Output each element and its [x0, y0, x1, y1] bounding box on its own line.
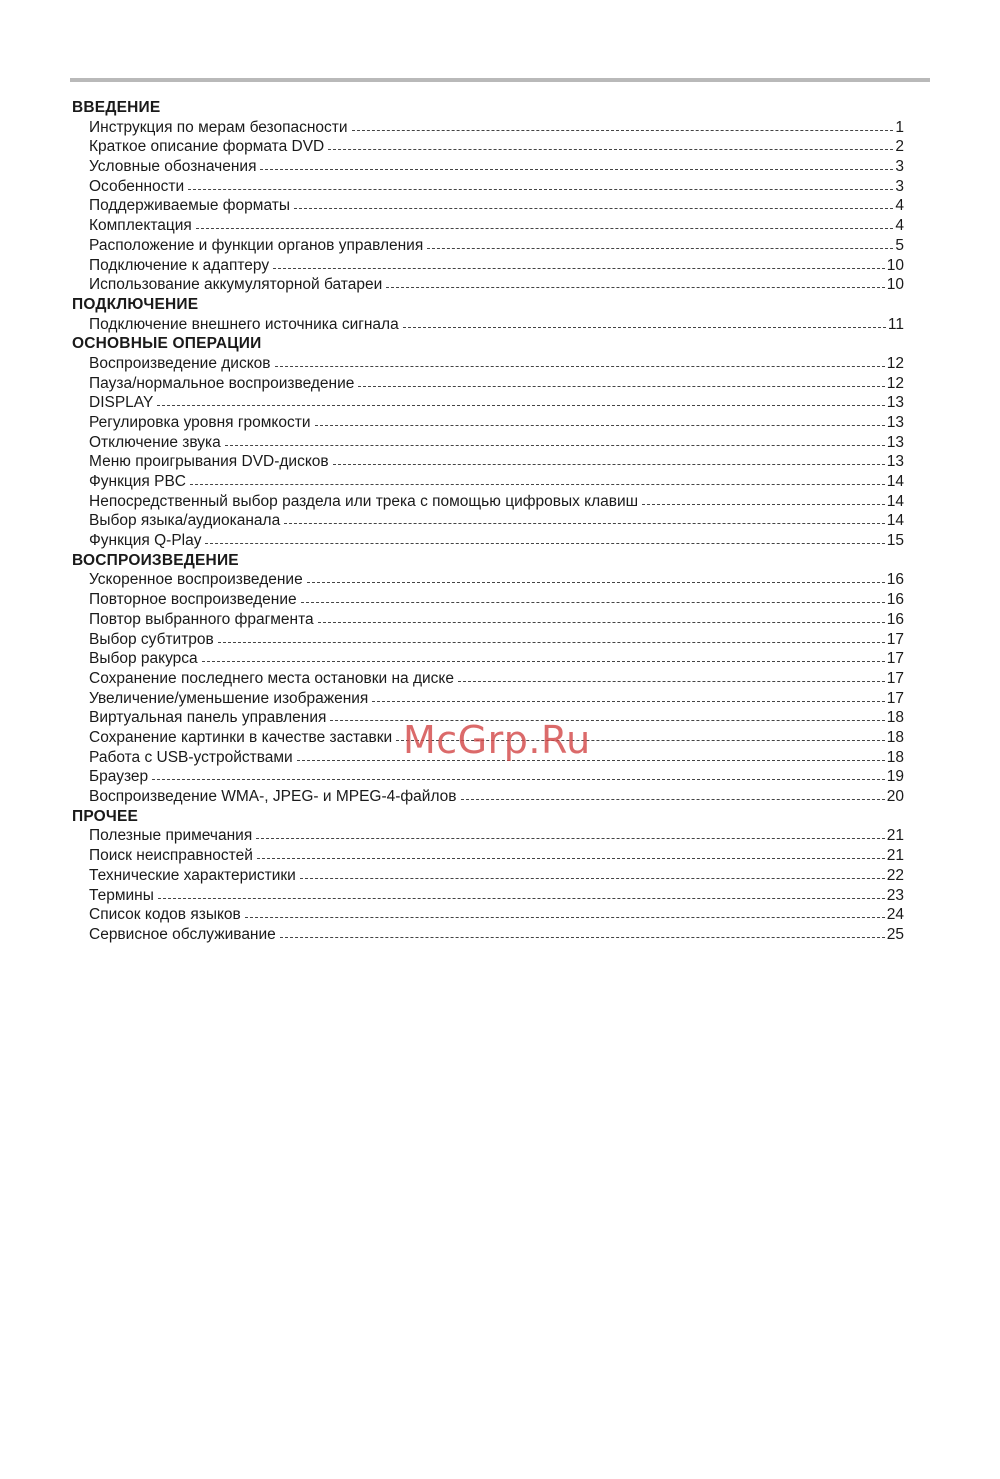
entry-label: Инструкция по мерам безопасности: [89, 118, 348, 136]
dotted-leader: [158, 898, 885, 899]
entry-label: Повтор выбранного фрагмента: [89, 610, 314, 628]
page-number: 4: [895, 217, 904, 235]
page-number: 13: [886, 413, 904, 431]
dotted-leader: [260, 169, 893, 170]
entry-label: Термины: [89, 886, 154, 904]
entry-label: Подключение внешнего источника сигнала: [89, 315, 399, 333]
entry-label: DISPLAY: [89, 394, 154, 412]
page-number: 10: [886, 276, 904, 294]
page-number: 5: [895, 236, 904, 254]
dotted-leader: [642, 504, 885, 505]
page-number: 21: [886, 827, 904, 845]
dotted-leader: [273, 268, 885, 269]
toc-entry[interactable]: [72, 905, 904, 925]
toc-section: [72, 295, 904, 334]
entry-label: Комплектация: [89, 217, 192, 235]
top-rule: [70, 78, 930, 82]
toc-entry[interactable]: [72, 118, 904, 138]
entry-label: Работа с USB-устройствами: [89, 748, 293, 766]
toc-entry[interactable]: [72, 630, 904, 650]
dotted-leader: [294, 208, 893, 209]
entry-label: Увеличение/уменьшение изображения: [89, 689, 369, 707]
entry-label: Подключение к адаптеру: [89, 256, 270, 274]
page-number: 12: [886, 374, 904, 392]
dotted-leader: [275, 366, 885, 367]
dotted-leader: [256, 838, 885, 839]
entry-label: Расположение и функции органов управления: [89, 236, 424, 254]
dotted-leader: [157, 405, 884, 406]
toc-entry[interactable]: [72, 925, 904, 945]
dotted-leader: [372, 701, 884, 702]
dotted-leader: [386, 287, 885, 288]
entry-label: Отключение звука: [89, 433, 221, 451]
dotted-leader: [352, 130, 894, 131]
entry-label: Функция PBC: [89, 473, 186, 491]
page-number: 14: [886, 492, 904, 510]
section-title: ВОСПРОИЗВЕДЕНИЕ: [72, 551, 239, 569]
dotted-leader: [333, 464, 885, 465]
toc-entry[interactable]: [72, 570, 904, 590]
entry-label: Список кодов языков: [89, 906, 241, 924]
page-number: 17: [886, 630, 904, 648]
entry-label: Выбор языка/аудиоканала: [89, 512, 281, 530]
page-number: 11: [887, 315, 904, 333]
entry-label: Сохранение последнего места остановки на диске: [89, 669, 454, 687]
page-number: 12: [886, 354, 904, 372]
dotted-leader: [403, 327, 886, 328]
entry-label: Воспроизведение WMA-, JPEG- и MPEG-4-файлов: [89, 788, 457, 806]
dotted-leader: [307, 582, 885, 583]
entry-label: Особенности: [89, 177, 185, 195]
watermark-logo: McGrp.Ru: [403, 718, 591, 762]
page-number: 13: [886, 453, 904, 471]
page-number: 1: [895, 118, 904, 136]
page-number: 24: [886, 906, 904, 924]
toc-entry[interactable]: [72, 315, 904, 335]
section-title: ПРОЧЕЕ: [72, 807, 139, 825]
toc-entry[interactable]: [72, 669, 904, 689]
page-number: 4: [895, 197, 904, 215]
entry-label: Сохранение картинки в качестве заставки: [89, 729, 393, 747]
entry-label: Регулировка уровня громкости: [89, 413, 311, 431]
section-title: ВВЕДЕНИЕ: [72, 99, 161, 116]
dotted-leader: [318, 622, 885, 623]
entry-label: Сервисное обслуживание: [89, 925, 276, 943]
toc-entry[interactable]: [72, 374, 904, 394]
page-number: 3: [895, 158, 904, 175]
toc-entry[interactable]: [72, 866, 904, 886]
toc-entry[interactable]: [72, 137, 904, 157]
dotted-leader: [190, 484, 885, 485]
page-number: 16: [886, 571, 904, 589]
entry-label: Непосредственный выбор раздела или трека с помощью цифровых клавиш: [89, 492, 639, 510]
section-title: ПОДКЛЮЧЕНИЕ: [72, 295, 199, 313]
toc-section: [72, 551, 904, 807]
entry-label: Меню проигрывания DVD-дисков: [89, 453, 329, 471]
page-number: 23: [886, 886, 904, 904]
dotted-leader: [245, 917, 885, 918]
page-number: 18: [886, 709, 904, 727]
dotted-leader: [225, 445, 885, 446]
entry-label: Использование аккумуляторной батареи: [89, 276, 383, 294]
toc-entry[interactable]: [72, 413, 904, 433]
dotted-leader: [280, 937, 885, 938]
toc-entry[interactable]: [72, 492, 904, 512]
toc-entry[interactable]: [72, 511, 904, 531]
page-number: 17: [886, 689, 904, 707]
dotted-leader: [196, 228, 894, 229]
dotted-leader: [300, 878, 885, 879]
page-number: 16: [886, 610, 904, 628]
section-title: ОСНОВНЫЕ ОПЕРАЦИИ: [72, 335, 262, 353]
page-number: 16: [886, 591, 904, 609]
dotted-leader: [301, 602, 885, 603]
entry-label: Браузер: [89, 768, 149, 786]
page-number: 2: [895, 138, 904, 156]
toc-entry[interactable]: [72, 452, 904, 472]
page-number: 25: [886, 925, 904, 943]
toc-section: [72, 334, 904, 551]
entry-label: Повторное воспроизведение: [89, 591, 297, 609]
page-number: 10: [886, 256, 904, 274]
entry-label: Пауза/нормальное воспроизведение: [89, 374, 355, 392]
toc-entry[interactable]: [72, 689, 904, 709]
entry-label: Виртуальная панель управления: [89, 709, 327, 727]
toc-entry[interactable]: [72, 767, 904, 787]
dotted-leader: [315, 425, 885, 426]
toc-entry[interactable]: [72, 472, 904, 492]
dotted-leader: [218, 642, 885, 643]
dotted-leader: [257, 858, 885, 859]
toc-entry[interactable]: [72, 433, 904, 453]
page-number: 14: [886, 473, 904, 491]
toc-entry[interactable]: [72, 649, 904, 669]
toc-entry[interactable]: [72, 531, 904, 551]
entry-label: Поддерживаемые форматы: [89, 197, 290, 215]
dotted-leader: [152, 779, 885, 780]
page-number: 17: [886, 669, 904, 687]
entry-label: Полезные примечания: [89, 827, 253, 845]
page-number: 20: [886, 788, 904, 806]
page-number: 14: [886, 512, 904, 530]
page-number: 17: [886, 650, 904, 668]
dotted-leader: [458, 681, 885, 682]
page-number: 19: [886, 768, 904, 786]
toc-entry[interactable]: [72, 157, 904, 177]
toc-section: [72, 807, 904, 945]
toc-entry[interactable]: [72, 196, 904, 216]
entry-label: Технические характеристики: [89, 866, 296, 884]
toc-entry[interactable]: [72, 610, 904, 630]
dotted-leader: [328, 149, 893, 150]
dotted-leader: [188, 189, 893, 190]
dotted-leader: [461, 799, 885, 800]
toc-entry[interactable]: [72, 177, 904, 197]
page-number: 18: [886, 729, 904, 747]
page-number: 15: [886, 532, 904, 550]
page-number: 18: [886, 748, 904, 766]
page-number: 22: [886, 866, 904, 884]
entry-label: Краткое описание формата DVD: [89, 138, 325, 156]
dotted-leader: [427, 248, 893, 249]
dotted-leader: [202, 661, 885, 662]
toc-entry[interactable]: [72, 826, 904, 846]
toc-entry[interactable]: [72, 236, 904, 256]
toc-entry[interactable]: [72, 393, 904, 413]
toc-entry[interactable]: [72, 787, 904, 807]
dotted-leader: [297, 760, 885, 761]
toc-entry[interactable]: [72, 846, 904, 866]
entry-label: Функция Q-Play: [89, 532, 202, 550]
toc-entry[interactable]: [72, 216, 904, 236]
entry-label: Выбор ракурса: [89, 650, 198, 668]
entry-label: Ускоренное воспроизведение: [89, 571, 303, 589]
toc-entry[interactable]: [72, 354, 904, 374]
dotted-leader: [284, 523, 885, 524]
page-number: 21: [886, 847, 904, 865]
table-of-contents: [72, 98, 904, 945]
page-number: 13: [886, 394, 904, 412]
toc-entry[interactable]: [72, 256, 904, 276]
page-number: 3: [895, 177, 904, 195]
entry-label: Выбор субтитров: [89, 630, 214, 648]
toc-section: [72, 98, 904, 295]
page-number: 13: [886, 433, 904, 451]
toc-entry[interactable]: [72, 886, 904, 906]
entry-label: Воспроизведение дисков: [89, 354, 271, 372]
dotted-leader: [205, 543, 884, 544]
toc-entry[interactable]: [72, 275, 904, 295]
toc-entry[interactable]: [72, 590, 904, 610]
dotted-leader: [358, 386, 884, 387]
entry-label: Условные обозначения: [89, 158, 257, 175]
entry-label: Поиск неисправностей: [89, 847, 253, 865]
